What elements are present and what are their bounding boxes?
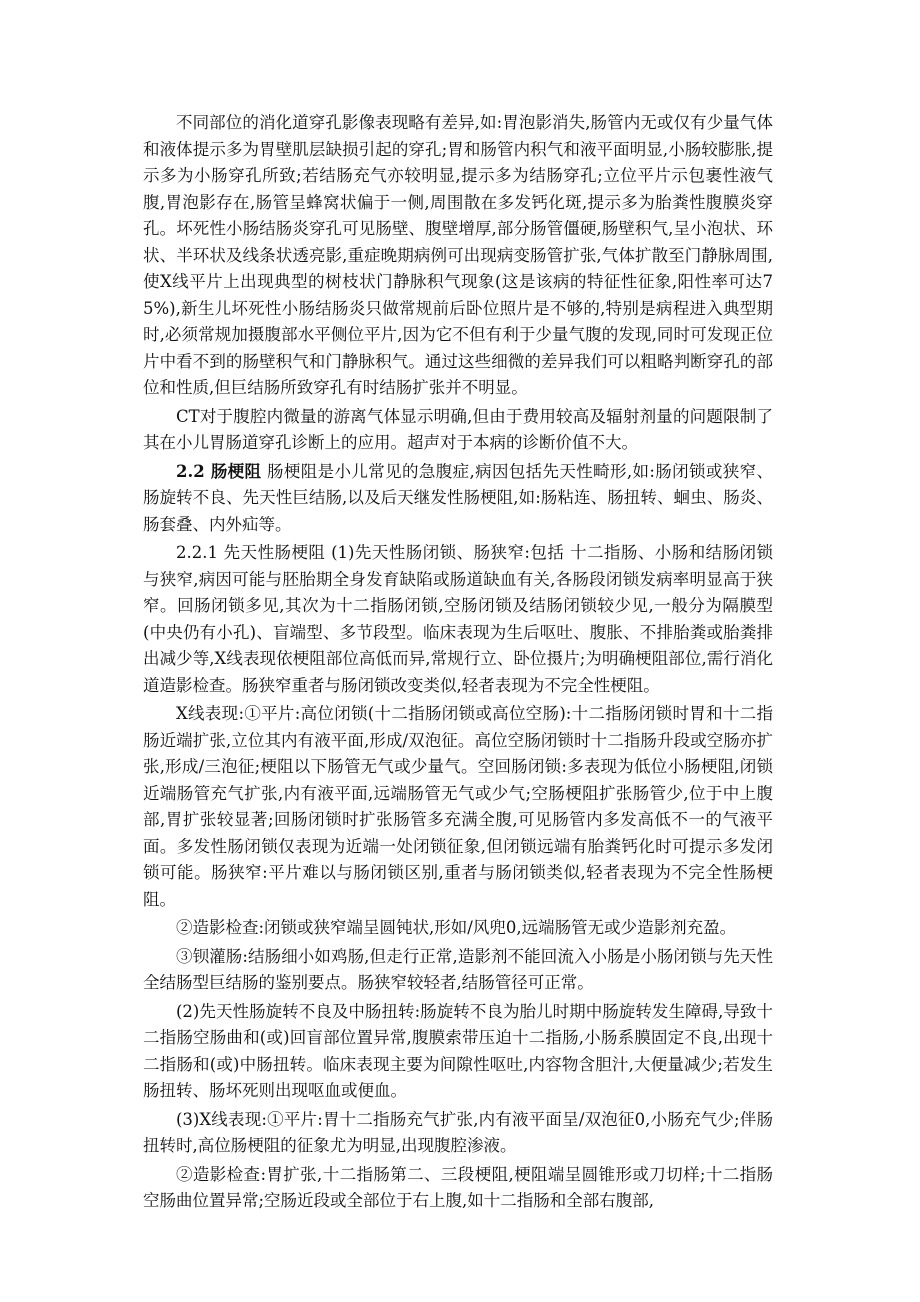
paragraph-malrotation: (2)先天性肠旋转不良及中肠扭转:肠旋转不良为胎儿时期中肠旋转发生障碍,导致十二指肠空肠曲和(或)回盲部位置异常,腹膜索带压迫十二指肠,小肠系膜固定不良,出现十二指肠和(或)中肠扭转。临床表现主要为间隙性呕吐,内容物含胆汁,大便量减少;若发生肠扭转、肠坏死则出现呕血或便血。 [143,1001,773,1100]
section-intro-text: 肠梗阻是小儿常见的急腹症,病因包括先天性畸形,如:肠闭锁或狭窄、肠旋转不良、先天性巨结肠,以及后天继发性肠梗阻,如:肠粘连、肠扭转、蛔虫、肠炎、肠套叠、内外疝等。 [143,461,774,534]
paragraph-contrast-exam: ②造影检查:闭锁或狭窄端呈圆钝状,形如/风兜0,远端肠管无或少造影剂充盈。 [176,918,737,937]
paragraph-congenital-obstruction: 2.2.1 先天性肠梗阻 (1)先天性肠闭锁、肠狭窄:包括 十二指肠、小肠和结肠闭锁与狭窄,病因可能与胚胎期全身发育缺陷或肠道缺血有关,各肠段闭锁发病率明显高于狭窄。回肠闭锁多见,其次为十二指肠闭锁,空肠闭锁及结肠闭锁较少见,一般分为隔膜型(中央仍有小孔)、盲端型、多节段型。临床表现为生后呕吐、腹胀、不排胎粪或胎粪排出减少等,X线表现依梗阻部位高低而异,常规行立、卧位摄片;为明确梗阻部位,需行消化道造影检查。肠狭窄重者与肠闭锁改变类似,轻者表现为不完全性梗阻。 [143,543,773,695]
paragraph-malrotation-xray: (3)X线表现:①平片:胃十二指肠充气扩张,内有液平面呈/双泡征0,小肠充气少;伴肠扭转时,高位肠梗阻的征象尤为明显,出现腹腔渗液。 [143,1109,773,1155]
document-page [143,110,773,1215]
paragraph-barium-enema: ③钡灌肠:结肠细小如鸡肠,但走行正常,造影剂不能回流入小肠是小肠闭锁与先天性全结肠型巨结肠的鉴别要点。肠狭窄较轻者,结肠管径可正常。 [143,946,773,992]
paragraph-malrotation-contrast: ②造影检查:胃扩张,十二指肠第二、三段梗阻,梗阻端呈圆锥形或刀切样;十二指肠空肠曲位置异常;空肠近段或全部位于右上腹,如十二指肠和全部右腹部, [143,1164,773,1210]
paragraph-ct-ultrasound: CT对于腹腔内微量的游离气体显示明确,但由于费用较高及辐射剂量的问题限制了其在小儿胃肠道穿孔诊断上的应用。超声对于本病的诊断价值不大。 [143,406,773,452]
section-heading: 2.2 肠梗阻 [176,461,262,481]
paragraph-intestinal-obstruction [143,459,773,539]
paragraph-perforation-imaging: 不同部位的消化道穿孔影像表现略有差异,如:胃泡影消失,肠管内无或仅有少量气体和液体提示多为胃壁肌层缺损引起的穿孔;胃和肠管内积气和液平面明显,小肠较膨胀,提示多为小肠穿孔所致;若结肠充气亦较明显,提示多为结肠穿孔;立位平片示包裹性液气腹,胃泡影存在,肠管呈蜂窝状偏于一侧,周围散在多发钙化斑,提示多为胎粪性腹膜炎穿孔。坏死性小肠结肠炎穿孔可见肠壁、腹壁增厚,部分肠管僵硬,肠壁积气,呈小泡状、环状、半环状及线条状透亮影,重症晚期病例可出现病变肠管扩张,气体扩散至门静脉周围,使X线平片上出现典型的树枝状门静脉积气现象(这是该病的特征性征象,阳性率可达75%),新生儿坏死性小肠结肠炎只做常规前后卧位照片是不够的,特别是病程进入典型期时,必须常规加摄腹部水平侧位平片,因为它不但有利于少量气腹的发现,同时可发现正位片中看不到的肠壁积气和门静脉积气。通过这些细微的差异我们可以粗略判断穿孔的部位和性质,但巨结肠所致穿孔有时结肠扩张并不明显。 [143,113,773,397]
paragraph-xray-findings: X线表现:①平片:高位闭锁(十二指肠闭锁或高位空肠):十二指肠闭锁时胃和十二指肠近端扩张,立位其内有液平面,形成/双泡征。高位空肠闭锁时十二指肠升段或空肠亦扩张,形成/三泡征;梗阻以下肠管无气或少量气。空回肠闭锁:多表现为低位小肠梗阻,闭锁近端肠管充气扩张,内有液平面,远端肠管无气或少气;空肠梗阻扩张肠管少,位于中上腹部,胃扩张较显著;回肠闭锁时扩张肠管多充满全腹,可见肠管内多发高低不一的气液平面。多发性肠闭锁仅表现为近端一处闭锁征象,但闭锁远端有胎粪钙化时可提示多发闭锁可能。肠狭窄:平片难以与肠闭锁区别,重者与肠闭锁类似,轻者表现为不完全性肠梗阻。 [143,704,773,909]
